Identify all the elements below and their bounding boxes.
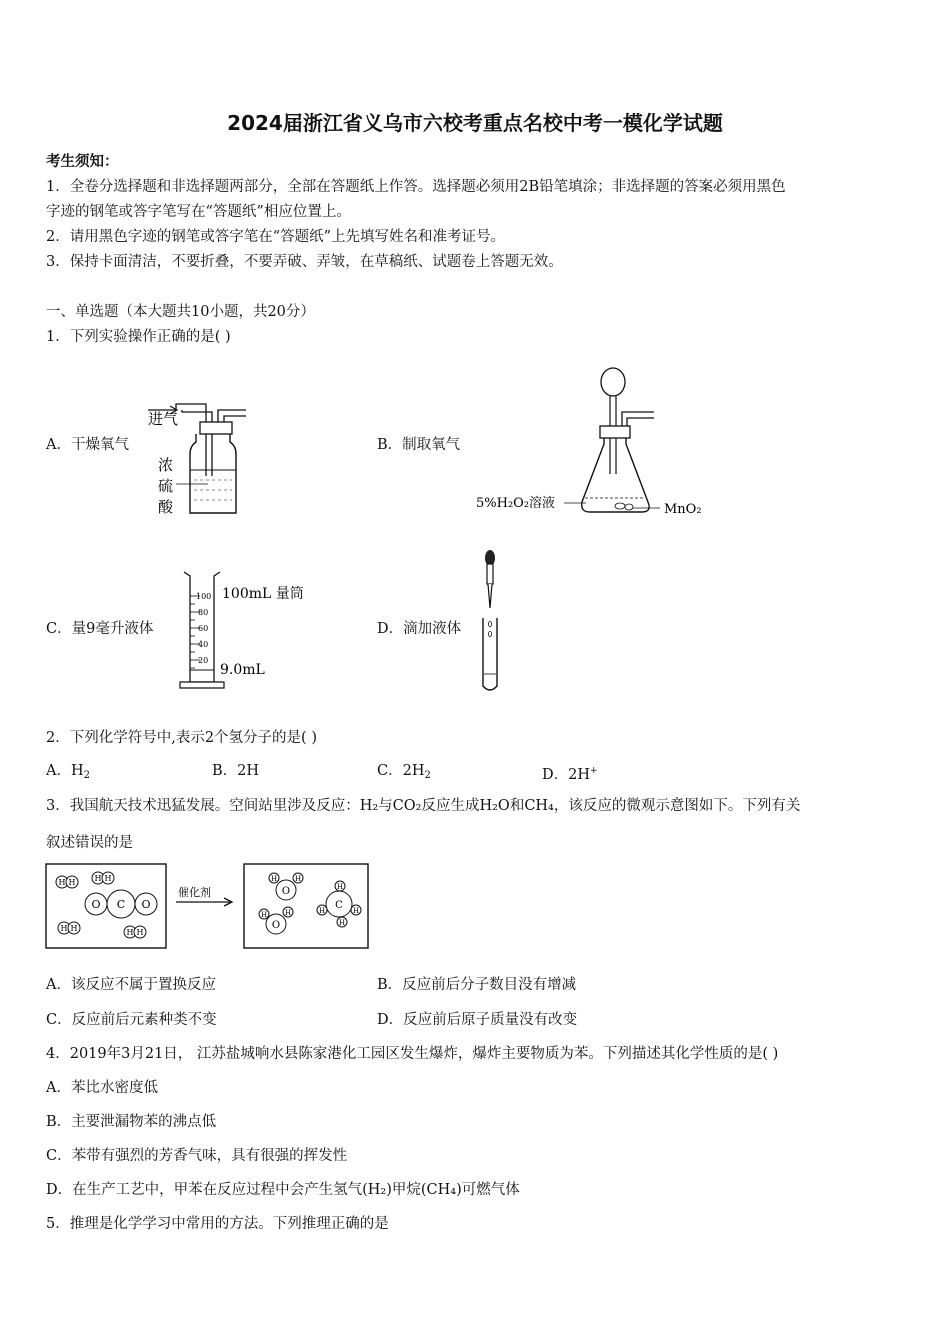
- q3-option-c: C．反应前后元素种类不变: [46, 1012, 217, 1028]
- q2-option-b: B．2H: [212, 763, 260, 779]
- notice-line-3: 3．保持卡面清洁，不要折叠，不要弄破、弄皱，在草稿纸、试题卷上答题无效。: [46, 254, 563, 270]
- cylinder-reading: 9.0mL: [220, 662, 265, 678]
- svg-text:H: H: [352, 907, 360, 915]
- oxygen-flask-figure: [472, 362, 712, 522]
- catalyst-label: 催化剂: [178, 886, 211, 899]
- cylinder-label: 100mL 量筒: [222, 586, 304, 602]
- svg-text:H: H: [294, 875, 302, 883]
- h2o2-label: 5%H₂O₂溶液: [476, 496, 556, 511]
- tick-60: 60: [198, 624, 209, 633]
- q3-stem-1: 3．我国航天技术迅猛发展。空间站里涉及反应：H₂与CO₂反应生成H₂O和CH₄，该反应的微观示意图如下。下列有关: [46, 798, 801, 814]
- svg-text:H: H: [338, 919, 346, 927]
- q3-option-b: B．反应前后分子数目没有增减: [377, 977, 577, 993]
- q4-option-c: C．苯带有强烈的芳香气味，具有很强的挥发性: [46, 1148, 348, 1164]
- tick-100: 100: [196, 592, 212, 601]
- svg-text:H: H: [260, 911, 268, 919]
- notice-line-1b: 字迹的钢笔或答字笔写在“答题纸”相应位置上。: [46, 204, 351, 220]
- svg-text:O: O: [281, 886, 291, 897]
- q4-stem: 4．2019年3月21日， 江苏盐城响水县陈家港化工园区发生爆炸，爆炸主要物质为苯。下列描述其化学性质的是( ): [46, 1046, 779, 1062]
- q4-option-b: B．主要泄漏物苯的沸点低: [46, 1114, 217, 1130]
- q2-stem: 2．下列化学符号中,表示2个氢分子的是( ): [46, 730, 317, 746]
- svg-text:H: H: [136, 928, 144, 937]
- notice-line-2: 2．请用黑色字迹的钢笔或答字笔在“答题纸”上先填写姓名和准考证号。: [46, 229, 506, 245]
- mno2-label: MnO₂: [664, 502, 702, 517]
- tick-20: 20: [198, 656, 209, 665]
- q4-option-d: D．在生产工艺中，甲苯在反应过程中会产生氢气(H₂)甲烷(CH₄)可燃气体: [46, 1182, 520, 1198]
- q3-option-a: A．该反应不属于置换反应: [46, 977, 216, 993]
- q2-option-d: D．2H+: [542, 766, 598, 783]
- svg-text:H: H: [104, 874, 112, 883]
- svg-text:H: H: [60, 924, 68, 933]
- svg-text:H: H: [94, 874, 102, 883]
- tick-40: 40: [198, 640, 209, 649]
- svg-text:H: H: [126, 928, 134, 937]
- reaction-diagram: [44, 862, 374, 952]
- svg-text:C: C: [116, 898, 126, 911]
- q1-option-c: C．量9毫升液体: [46, 621, 154, 637]
- svg-text:H: H: [68, 878, 76, 887]
- q1-stem: 1．下列实验操作正确的是( ): [46, 329, 231, 345]
- dropper-figure: [474, 548, 510, 694]
- acid-label-1: 浓: [158, 456, 174, 474]
- gas-in-label: 进气: [148, 410, 179, 428]
- svg-text:O: O: [91, 898, 101, 911]
- svg-text:H: H: [336, 883, 344, 891]
- svg-text:H: H: [270, 875, 278, 883]
- q3-option-d: D．反应前后原子质量没有改变: [377, 1012, 578, 1028]
- q5-stem: 5．推理是化学学习中常用的方法。下列推理正确的是: [46, 1216, 389, 1232]
- page-title: 2024届浙江省义乌市六校考重点名校中考一模化学试题: [227, 111, 723, 135]
- cylinder-figure: [176, 566, 326, 692]
- svg-text:O: O: [271, 920, 281, 931]
- svg-text:H: H: [318, 907, 326, 915]
- svg-text:C: C: [335, 900, 343, 911]
- svg-text:O: O: [141, 898, 151, 911]
- q1-option-b: B．制取氧气: [377, 437, 461, 453]
- q1-option-a: A．干燥氧气: [46, 437, 129, 453]
- tick-80: 80: [198, 608, 209, 617]
- svg-text:H: H: [70, 924, 78, 933]
- notice-heading: 考生须知：: [46, 153, 119, 170]
- notice-line-1a: 1．全卷分选择题和非选择题两部分，全部在答题纸上作答。选择题必须用2B铅笔填涂；非选择题的答案必须用黑色: [46, 179, 786, 195]
- q2-option-a: A．$H_2$: [46, 763, 90, 781]
- acid-label-3: 酸: [158, 498, 174, 516]
- svg-text:H: H: [284, 909, 292, 917]
- drying-bottle-figure: [140, 398, 260, 520]
- svg-text:H: H: [58, 878, 66, 887]
- q4-option-a: A．苯比水密度低: [46, 1080, 158, 1096]
- q1-option-d: D．滴加液体: [377, 621, 462, 637]
- q3-stem-2: 叙述错误的是: [46, 835, 133, 851]
- section-heading: 一、单选题（本大题共10小题，共20分）: [46, 304, 315, 320]
- q2-option-c: C．$2H_2$: [377, 763, 431, 781]
- acid-label-2: 硫: [158, 477, 174, 495]
